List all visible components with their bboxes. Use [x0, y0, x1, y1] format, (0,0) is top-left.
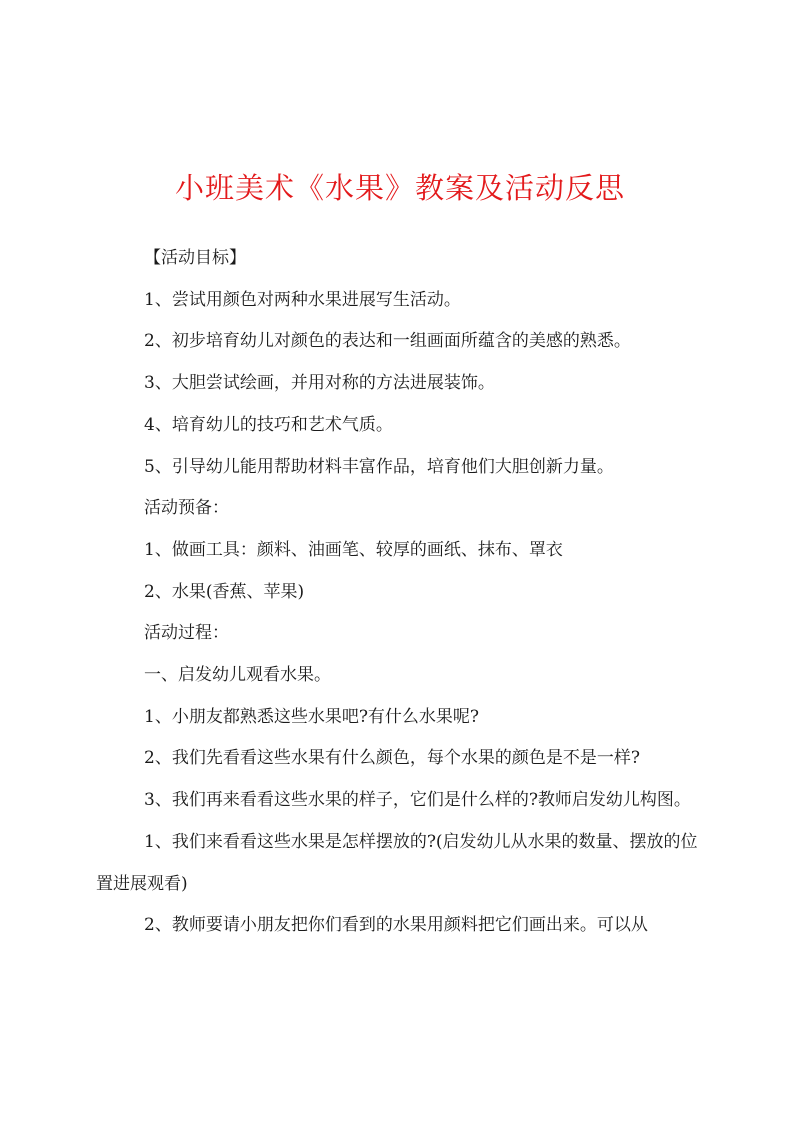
objective-item: 3、大胆尝试绘画，并用对称的方法进展装饰。: [144, 373, 495, 394]
process-item: 3、我们再来看看这些水果的样子，它们是什么样的?教师启发幼儿构图。: [144, 790, 691, 811]
preparation-item: 2、水果(香蕉、苹果): [144, 581, 305, 602]
process-item: 1、我们来看看这些水果是怎样摆放的?(启发幼儿从水果的数量、摆放的位置进展观看): [96, 831, 698, 894]
objective-item: 5、引导幼儿能用帮助材料丰富作品，培育他们大胆创新力量。: [144, 456, 614, 477]
section-heading-preparation: 活动预备：: [144, 498, 229, 519]
objective-item: 1、尝试用颜色对两种水果进展写生活动。: [144, 289, 461, 310]
objective-item: 4、培育幼儿的技巧和艺术气质。: [144, 414, 393, 435]
process-item: 1、小朋友都熟悉这些水果吧?有什么水果呢?: [144, 706, 480, 727]
process-item: 2、我们先看看这些水果有什么颜色，每个水果的颜色是不是一样?: [144, 748, 640, 769]
process-step-heading: 一、启发幼儿观看水果。: [144, 665, 331, 686]
document-body: [96, 238, 708, 947]
process-item: 2、教师要请小朋友把你们看到的水果用颜料把它们画出来。可以从: [144, 915, 648, 936]
section-heading-objectives: 【活动目标】: [144, 248, 246, 268]
preparation-item: 1、做画工具：颜料、油画笔、较厚的画纸、抹布、罩衣: [144, 539, 563, 560]
section-heading-process: 活动过程：: [144, 623, 229, 644]
document-title: 小班美术《水果》教案及活动反思: [174, 171, 625, 205]
objective-item: 2、初步培育幼儿对颜色的表达和一组画面所蕴含的美感的熟悉。: [144, 331, 631, 352]
